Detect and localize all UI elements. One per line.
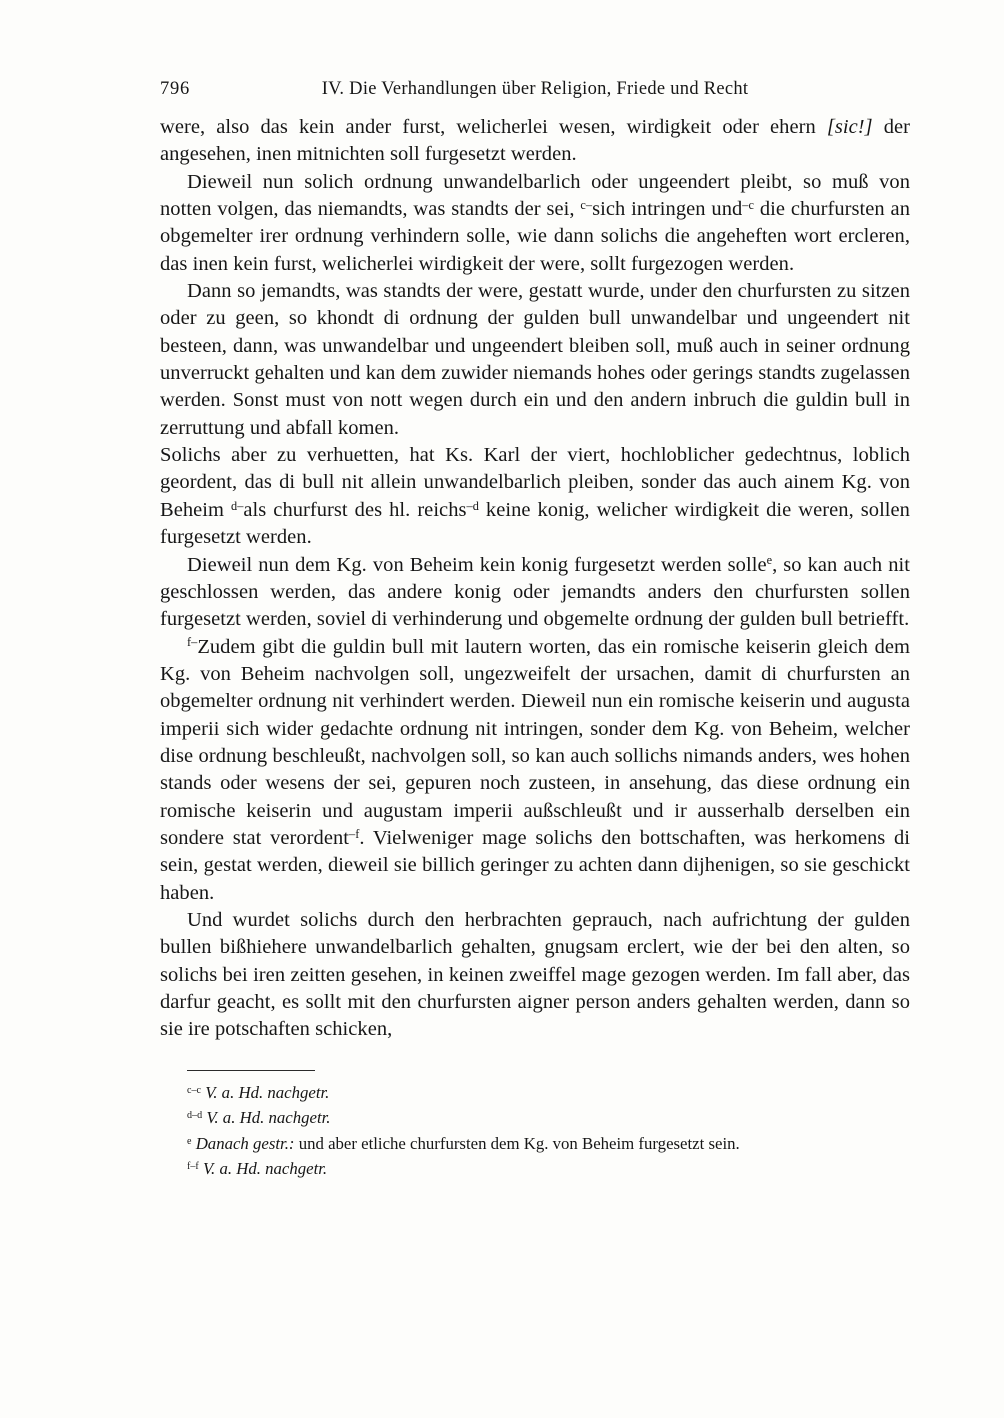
footnote-marker: d–d [187, 1110, 203, 1122]
italic-text: Danach gestr.: [195, 1133, 295, 1153]
footnote-marker: f–f [187, 1161, 199, 1173]
text-run: Dann so jemandts, was standts der were, gestatt wurde, under den churfursten zu sitzen oder zu geen, so khondt di ordnung der gulden bull unwandelbar und ungeendert nit besteen, dann, was unwandelbar und ungeendert bleiben soll, muß auch in seiner ordnung unverruckt gehalten und kan dem zuwider niemands hohes oder gerings standts zugelassen werden. Sonst must von nott wegen durch ein und den andern inbruch die guldin bull in zerruttung und abfall komen. [160, 280, 910, 439]
paragraph [160, 278, 910, 442]
page-number: 796 [160, 79, 190, 99]
footnote-marker: –d [466, 498, 479, 513]
footnote [160, 1131, 910, 1157]
paragraph [160, 114, 910, 169]
footnote-marker: c–c [187, 1084, 201, 1096]
footnote-marker: –c [742, 197, 754, 212]
text-run: und aber etliche churfursten dem Kg. von Beheim furgesetzt sein. [294, 1133, 740, 1153]
text-run: sich intringen und [592, 198, 743, 221]
footnote-marker: c– [580, 197, 593, 212]
text-run: Und wurdet solichs durch den herbrachten geprauch, nach aufrichtung der gulden bullen bißhiehere unwandelbarlich gehalten, gnugsam erclert, wie der bei den alten, so solichs bei iren zeitten gesehen, in keinen zweiffel mage gezogen werden. Im fall aber, das darfur geacht, es sollt mit den churfursten aigner person anders gehalten werden, dann so sie ire potschaften schicken, [160, 908, 910, 1041]
footnote [160, 1105, 910, 1131]
text-run: als churfurst des hl. reichs [243, 498, 467, 521]
footnote-marker: –f [349, 826, 360, 841]
footnote [160, 1156, 910, 1182]
text-run: Dieweil nun solich ordnung unwandelbarlich oder ungeendert pleibt, so muß von notten volgen, das niemandts, was standts der sei, [160, 170, 910, 221]
text-run: keine konig, welicher wirdigkeit die weren, sollen furgesetzt werden. [160, 498, 910, 549]
text-run: , so kan auch nit geschlossen werden, das andere konig oder jemandts anders den churfursten sollen furgesetzt werden, soviel di verhinderung und obgemelte ordnung der gulden bull betriefft. [160, 553, 910, 631]
paragraph [160, 552, 910, 634]
footnote-separator [187, 1070, 315, 1071]
footnote-list [160, 1080, 910, 1182]
page-header [160, 76, 910, 106]
italic-text: V. a. Hd. nachgetr. [206, 1108, 331, 1128]
footnote-marker: e [187, 1135, 192, 1147]
footnotes-section [160, 1070, 910, 1182]
footnote [160, 1080, 910, 1106]
body-text [160, 114, 910, 1044]
text-run: Zudem gibt die guldin bull mit lautern worten, das ein romische keiserin gleich dem Kg. von Beheim nachvolgen soll, ungezweifelt der ursachen, damit di churfursten an obgemelter ordnung nit verhindert werden. Dieweil nun ein romische keiserin und augusta imperii sich wider gedachte ordnung nit intringen, sonder dem Kg. von Beheim, welcher dise ordnung beschleußt, nachvolgen soll, so kan auch sollichs nimands anders, wes hohen stands oder wesens der sei, gepuren noch zusteen, in ansehung, das diese ordnung ein romische keiserin und augustam imperii außschleußt und ir ausserhalb derselben ein sondere stat verordent [160, 635, 910, 849]
paragraph [160, 169, 910, 278]
italic-text: V. a. Hd. nachgetr. [205, 1082, 330, 1102]
footnote-marker: d– [231, 498, 244, 513]
italic-text: V. a. Hd. nachgetr. [202, 1159, 328, 1179]
footnote-marker: e [766, 553, 773, 568]
running-header: IV. Die Verhandlungen über Religion, Friede und Recht [321, 79, 749, 99]
paragraph [160, 907, 910, 1044]
text-run: were, also das kein ander furst, welicherlei wesen, wirdigkeit oder ehern [160, 116, 827, 138]
text-run: Solichs aber zu verhuetten, hat Ks. Karl der viert, hochloblicher gedechtnus, loblich geordent, das di bull nit allein unwandelbarlich pleiben, sonder das auch ainem Kg. von Beheim [160, 444, 910, 521]
text-run: die churfursten an obgemelter irer ordnung verhindern solle, wie dann solichs die angeheften wort ercleren, das inen kein furst, welicherlei wirdigkeit der were, sollt furgezogen werden. [160, 198, 910, 275]
text-run: der angesehen, inen mitnichten soll furgesetzt werden. [160, 116, 910, 166]
italic-text: [sic!] [826, 116, 873, 138]
paragraph [160, 634, 910, 907]
paragraph [160, 442, 910, 551]
text-run: Dieweil nun dem Kg. von Beheim kein konig furgesetzt werden solle [187, 553, 767, 576]
footnote-marker: f– [187, 635, 198, 650]
text-run: . Vielweniger mage solichs den bottschaften, was herkomens di sein, gestat werden, dieweil sie billich geringer zu achten dann dijhenigen, so sie geschickt haben. [160, 826, 910, 904]
